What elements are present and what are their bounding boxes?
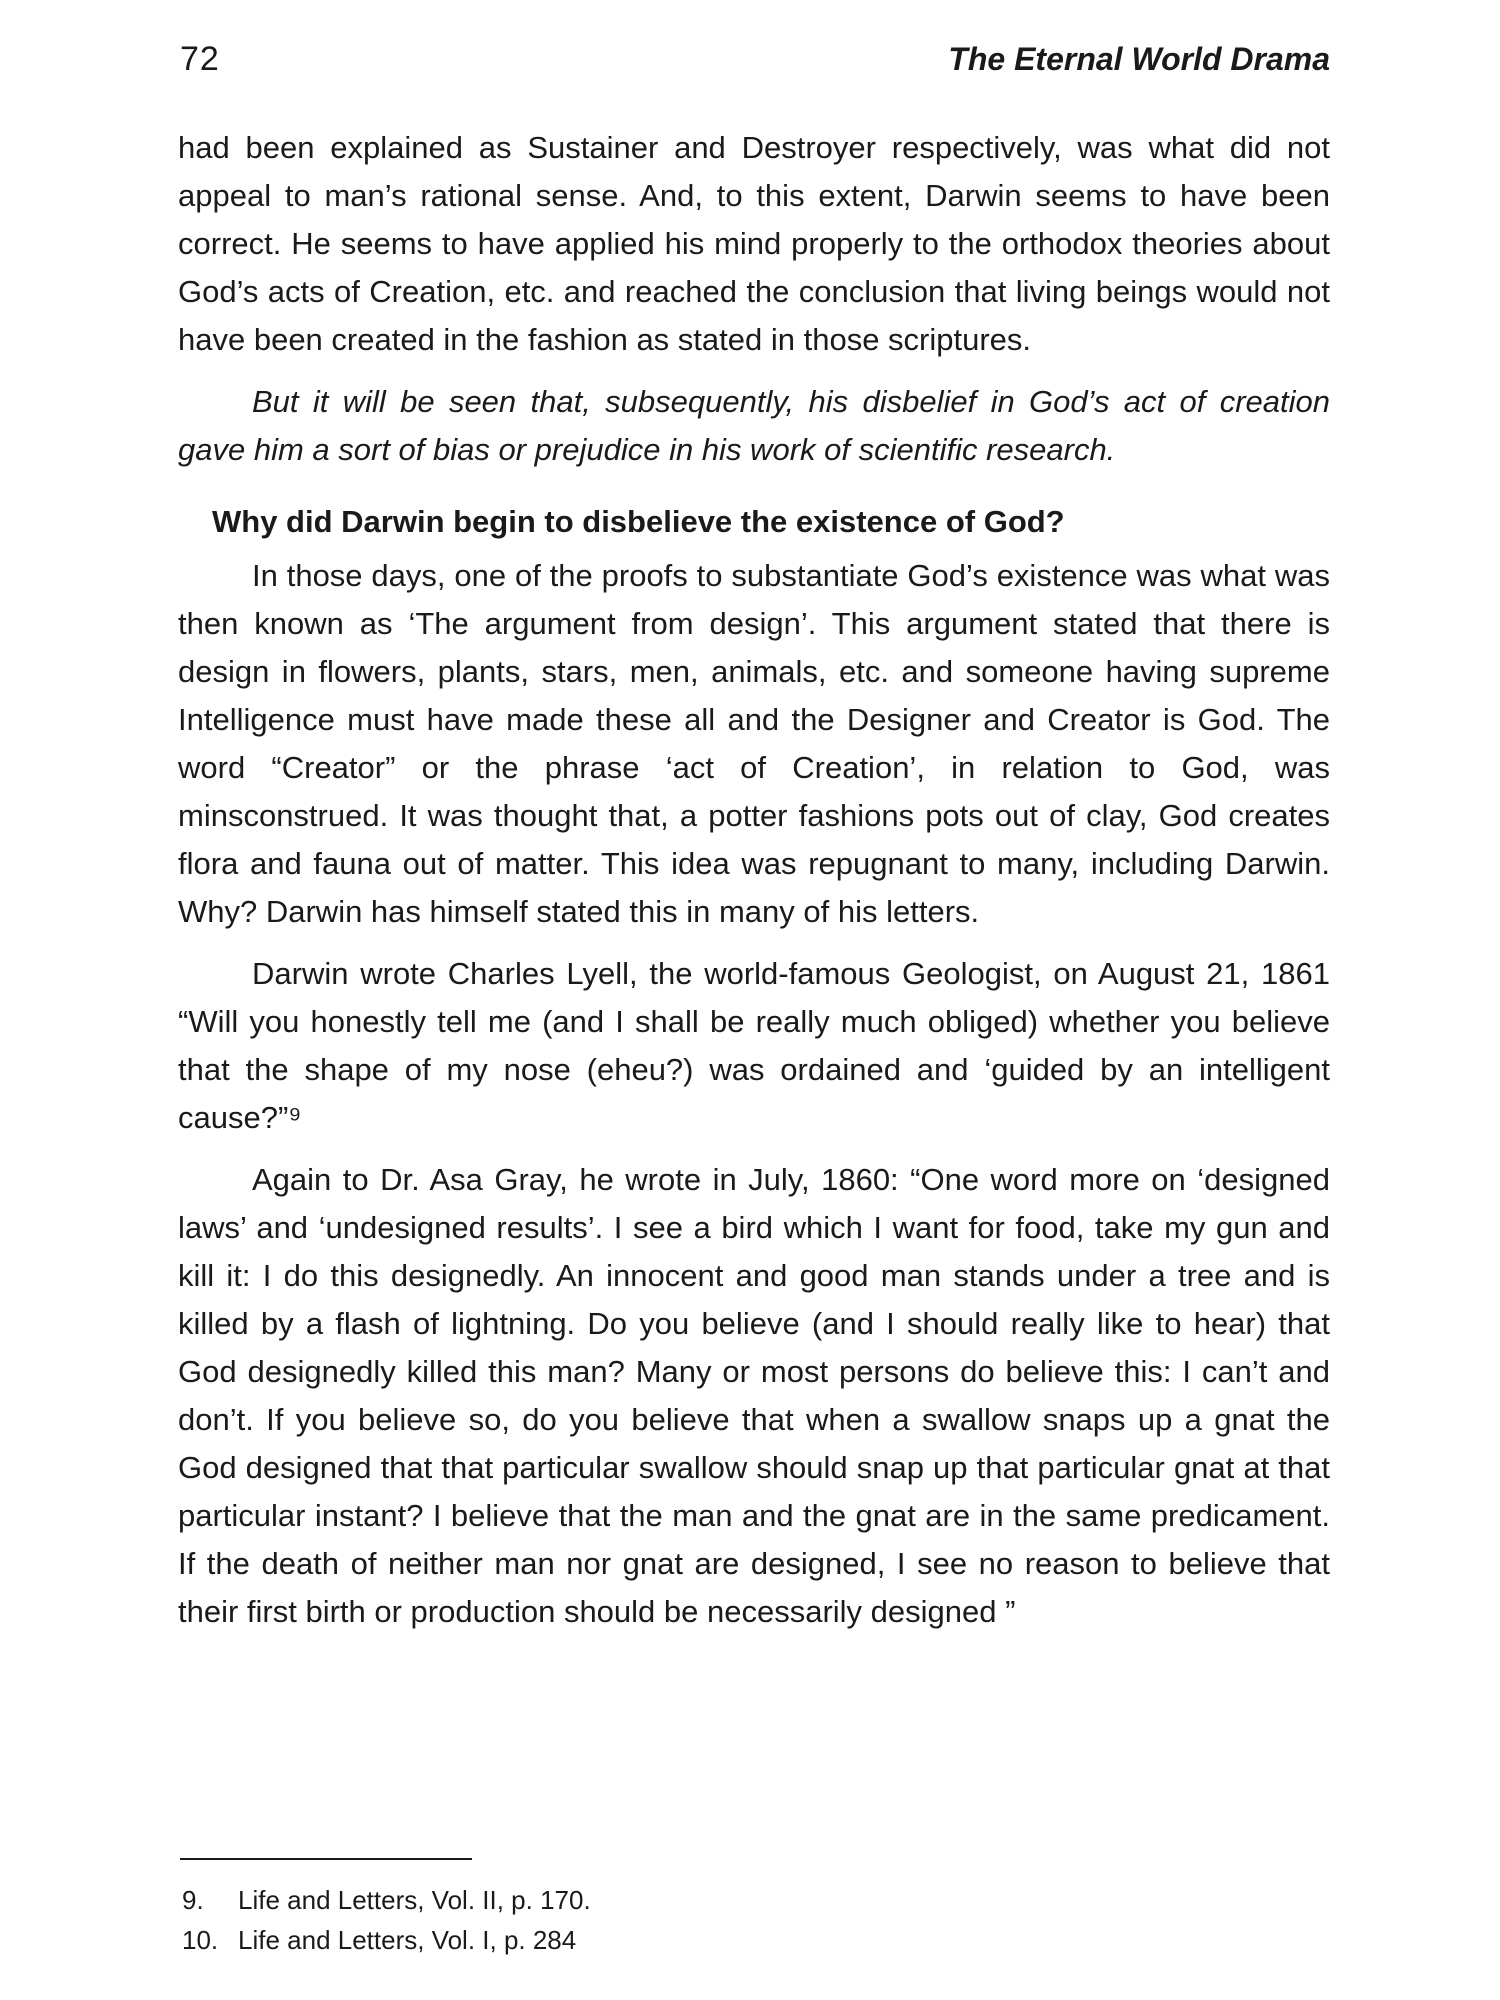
footnotes bbox=[182, 1880, 1082, 1960]
footnote-divider bbox=[180, 1858, 472, 1860]
paragraph-continuation: had been explained as Sustainer and Destroyer respectively, was what did not appeal to man’s rational sense. And, to this extent, Darwin seems to have been correct. He seems to have applied his mind properly to the orthodox theories about God’s acts of Creation, etc. and reached the conclusion that living beings would not have been created in the fashion as stated in those scriptures. bbox=[178, 130, 1330, 357]
book-title: The Eternal World Drama bbox=[948, 41, 1330, 77]
paragraph-letter-to-gray: Again to Dr. Asa Gray, he wrote in July, 1860: “One word more on ‘designed laws’ and ‘undesigned results’. I see a bird which I want for food, take my gun and kill it: I do this designedly. An innocent and good man stands under a tree and is killed by a flash of lightning. Do you believe (and I should really like to hear) that God designedly killed this man? Many or most persons do believe this: I can’t and don’t. If you believe so, do you believe that when a swallow snaps up a gnat the God designed that that particular swallow should snap up that particular gnat at that particular instant? I believe that the man and the gnat are in the same predicament. If the death of neither man nor gnat are designed, I see no reason to believe that their first birth or production should be necessarily designed ” bbox=[178, 1162, 1330, 1629]
running-head bbox=[180, 40, 1330, 90]
footnote-text: Life and Letters, Vol. I, p. 284 bbox=[238, 1925, 577, 1955]
page-number: 72 bbox=[180, 40, 220, 78]
paragraph-letter-to-lyell: Darwin wrote Charles Lyell, the world-famous Geologist, on August 21, 1861 “Will you honestly tell me (and I shall be really much obliged) whether you believe that the shape of my nose (eheu?) was ordained and ‘guided by an intelligent cause?”⁹ bbox=[178, 956, 1330, 1135]
footnote-number: 9. bbox=[182, 1885, 204, 1915]
footnote-text: Life and Letters, Vol. II, p. 170. bbox=[238, 1885, 591, 1915]
section-heading: Why did Darwin begin to disbelieve the existence of God? bbox=[212, 504, 1065, 539]
footnote-item bbox=[182, 1920, 1082, 1960]
body-text bbox=[178, 124, 1330, 1636]
paragraph-argument-from-design: In those days, one of the proofs to substantiate God’s existence was what was then known as ‘The argument from design’. This argument stated that there is design in flowers, plants, stars, men, animals, etc. and someone having supreme Intelligence must have made these all and the Designer and Creator is God. The word “Creator” or the phrase ‘act of Creation’, in relation to God, was minsconstrued. It was thought that, a potter fashions pots out of clay, God creates flora and fauna out of matter. This idea was repugnant to many, including Darwin. Why? Darwin has himself stated this in many of his letters. bbox=[178, 558, 1330, 929]
paragraph-italic-note: But it will be seen that, subsequently, his disbelief in God’s act of creation gave him a sort of bias or prejudice in his work of scientific research. bbox=[178, 384, 1330, 467]
footnote-number: 10. bbox=[182, 1925, 219, 1955]
footnote-item bbox=[182, 1880, 1082, 1920]
